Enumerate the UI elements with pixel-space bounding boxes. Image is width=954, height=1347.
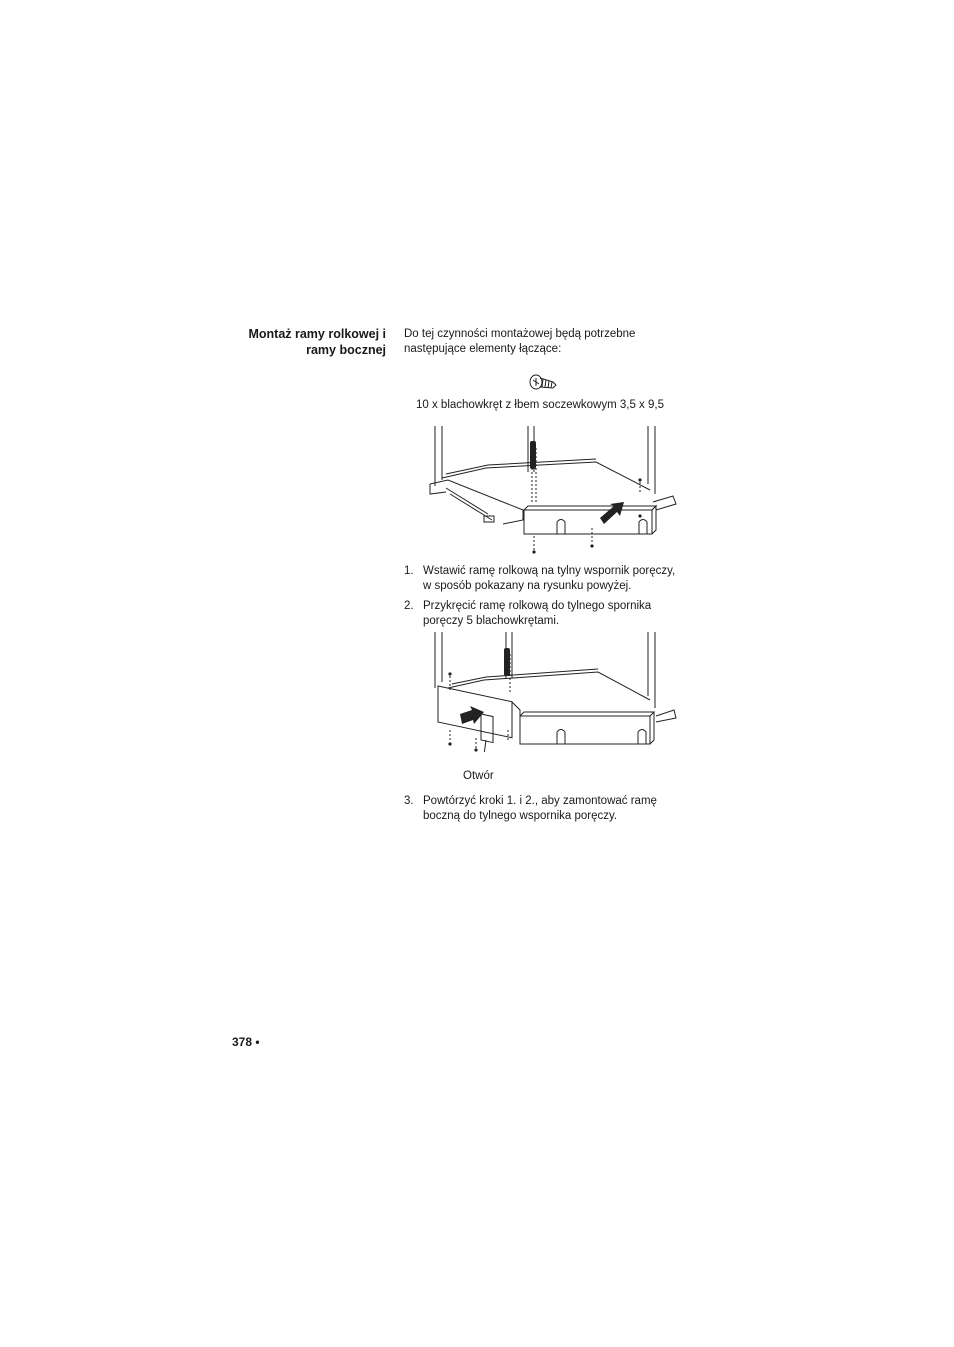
intro-line1: Do tej czynności montażowej będą potrzebne [404,328,636,340]
step-text-line2: boczną do tylnego wspornika poręczy. [423,810,618,822]
step-text-line2: poręczy 5 blachowkrętami. [423,615,560,627]
step-text-line1: Powtórzyć kroki 1. i 2., aby zamontować ramę [423,795,657,807]
section-title [200,326,386,358]
step-item [404,564,704,594]
section-title-line2: ramy bocznej [306,343,386,357]
step-item [404,599,704,629]
step-text-line1: Przykręcić ramę rolkową do tylnego spornika [423,600,652,612]
step-item [404,794,704,824]
step-number: 1. [404,565,414,577]
section-title-line1: Montaż ramy rolkowej i [248,327,386,341]
steps-list-1 [404,564,704,634]
hardware-caption: 10 x blachowkręt z łbem soczewkowym 3,5 x 9,5 [416,399,664,411]
step-text-line1: Wstawić ramę rolkową na tylny wspornik poręczy, [423,565,676,577]
step-number: 3. [404,795,414,807]
screw-icon [527,372,559,396]
assembly-figure-2 [428,630,680,752]
intro-line2: następujące elementy łączące: [404,343,562,355]
step-text-line2: w sposób pokazany na rysunku powyżej. [423,580,632,592]
steps-list-2 [404,794,704,829]
hole-label: Otwór [463,770,494,782]
page-number: 378 • [232,1035,260,1049]
intro-paragraph [404,327,704,357]
assembly-figure-1 [428,424,680,554]
step-number: 2. [404,600,414,612]
